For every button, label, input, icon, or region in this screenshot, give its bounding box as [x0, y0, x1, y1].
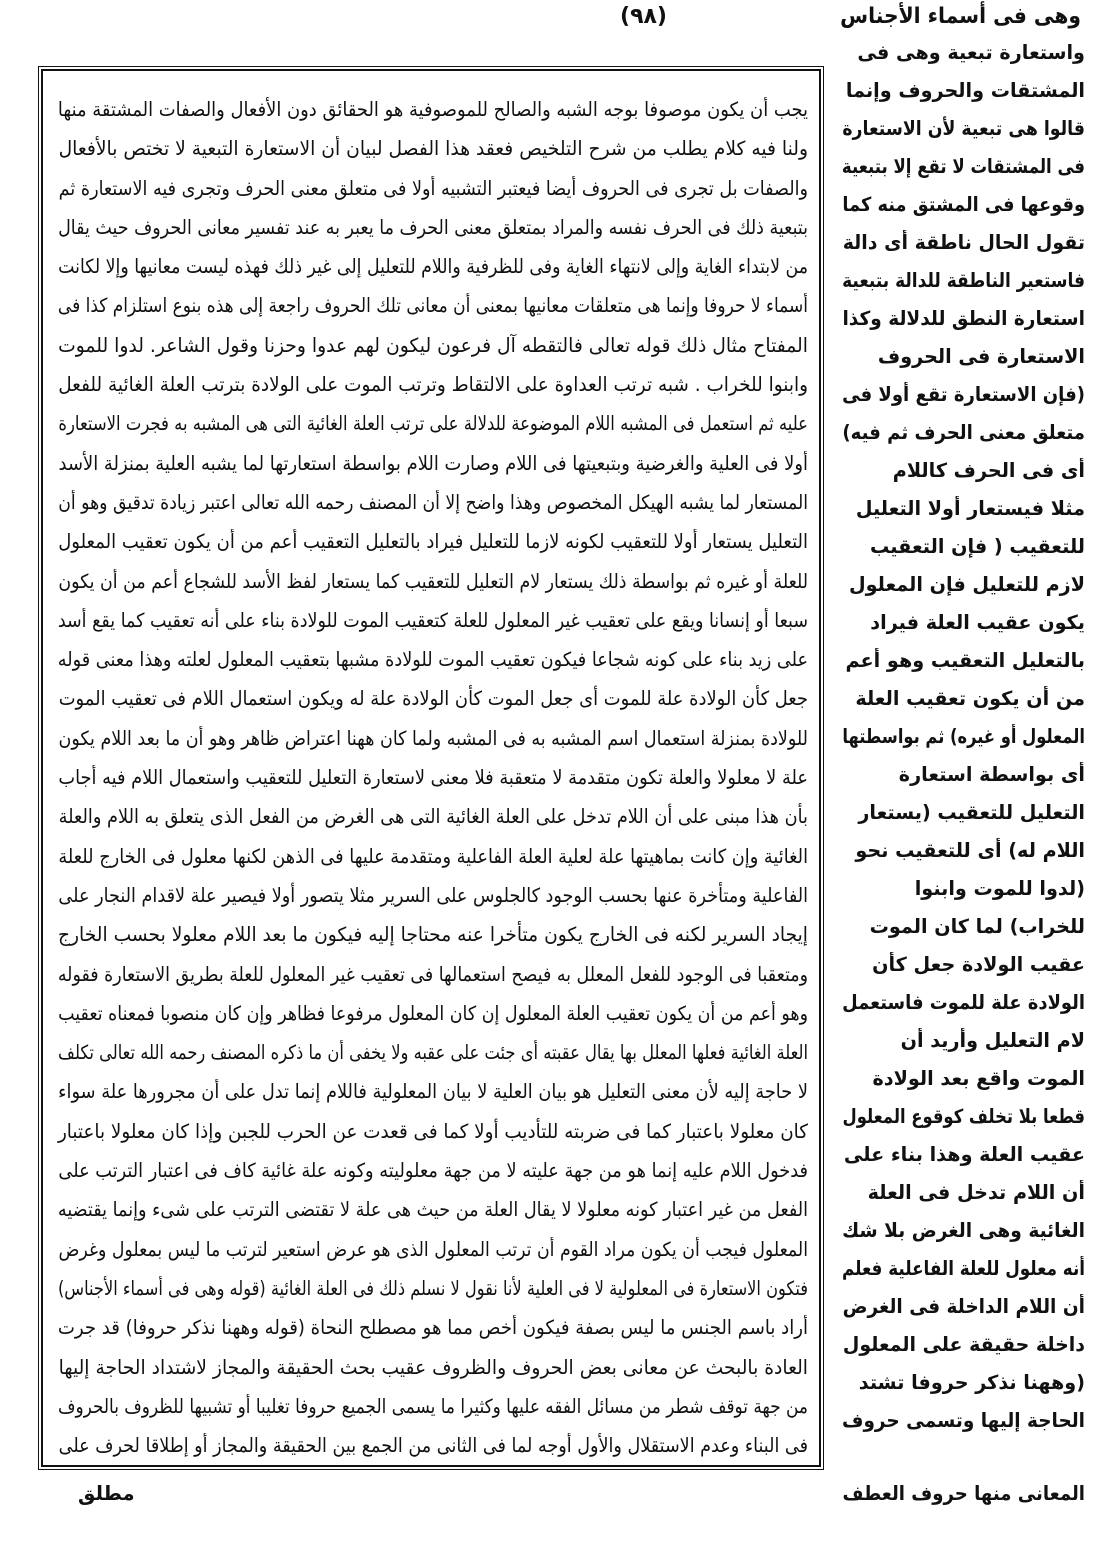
- commentary-line: المفتاح مثال ذلك قوله تعالى فالتقطه آل فرعون ليكون لهم عدوا وحزنا وقول الشاعر. لدوا للموت: [58, 333, 808, 357]
- main-text-line: عقيب العلة وهذا بناء على: [843, 1143, 1085, 1166]
- main-text-line: التعليل للتعقيب (يستعار: [858, 801, 1085, 824]
- commentary-line: بأن هذا مبنى على أن اللام تدخل على العلة الغائية التى هى الغرض من الفعل الذى يتعلق به اللام والعلة: [58, 805, 808, 829]
- main-text-column: [838, 34, 1085, 1440]
- commentary-line: العلة الغائية فعلها المعلل بها يقال عقبته أى جئت على عقبه ولا يخفى أن ما ذكره المصنف رحمه الله تعالى تكلف: [58, 1041, 809, 1065]
- commentary-line: كان معلولا باعتبار كما فى ضربته للتأديب أولا كما فى قعدت عن الحرب للجبن وإذا كان معلولا باعتبار: [57, 1119, 809, 1143]
- main-text-line: المعلول أو غيره) ثم بواسطتها: [842, 725, 1085, 748]
- main-text-line: قالوا هى تبعية لأن الاستعارة: [842, 117, 1085, 140]
- main-text-line: لام التعليل وأريد أن: [900, 1029, 1085, 1052]
- commentary-line: للعلة أو غيره ثم بواسطة ذلك يستعار لام التعليل للتعقيب كما يستعار لفظ الأسد للشجاع أعم من أن يكون: [58, 569, 808, 593]
- commentary-frame: [38, 66, 824, 1470]
- commentary-line: الغائية وإن كانت بماهيتها علة لعلية العلة الفاعلية ومتقدمة عليها فى الذهن لكنها معلول فى الخارج للعلة: [58, 844, 808, 868]
- main-text-line: وقوعها فى المشتق منه كما: [842, 193, 1085, 216]
- commentary-line: من جهة توقف شطر من مسائل الفقه عليها وكثيرا ما يسمى الجميع حروفا تغليبا أو تشبيها للظروف بالحروف: [57, 1394, 809, 1418]
- main-text-line: واستعارة تبعية وهى فى: [857, 41, 1085, 64]
- commentary-line: العادة بالبحث عن معانى بعض الحروف والظروف عقيب بحث الحقيقة والمجاز لاشتداد الحاجة إليها: [58, 1355, 808, 1379]
- commentary-line: وابنوا للخراب . شبه ترتب العداوة على الالتقاط وترتب الموت على الولادة بترتب العلة الغائية للفعل: [58, 373, 808, 397]
- main-text-line: فاستعير الناطقة للدالة بتبعية: [842, 269, 1085, 292]
- main-text-line: المشتقات والحروف وإنما: [845, 79, 1085, 102]
- main-text-line: (وههنا نذكر حروفا تشتد: [858, 1371, 1085, 1394]
- main-text-line: الاستعارة فى الحروف: [877, 345, 1085, 368]
- main-text-line: بالتعليل التعقيب وهو أعم: [845, 649, 1085, 672]
- main-text-line: أنه معلول للعلة الفاعلية فعلم: [841, 1257, 1085, 1280]
- main-text-line: الموت واقع بعد الولادة: [872, 1067, 1085, 1090]
- main-text-line: من أن يكون تعقيب العلة: [855, 687, 1085, 710]
- commentary-line: التعليل يستعار أولا للتعقيب لكونه لازما للتعليل فيراد بالتعليل التعقيب أعم من أن يكون تعقيب المعلول: [58, 530, 808, 554]
- commentary-line: إيجاد السرير لكنه فى الخارج يكون متأخرا عنه محتاجا إليه فيكون ما بعد اللام معلولا بحسب الخارج: [57, 923, 809, 947]
- commentary-line: عليه ثم استعمل فى المشبه اللام الموضوعة للدلالة على ترتب العلة الغائية التى هى المشبه به فجرت الاستعارة: [58, 412, 809, 436]
- commentary-line: سبعا أو إنسانا ويقع على تعقيب غير المعلول للعلة كتعقيب الموت للولادة بناء على أنه تعقيب كما يقع أسد: [57, 608, 808, 632]
- main-text-line: الولادة علة للموت فاستعمل: [842, 991, 1085, 1014]
- main-text-line: (لدوا للموت وابنوا: [914, 877, 1085, 900]
- commentary-line: الفاعلية ومتأخرة عنها بحسب الوجود كالجلوس على السرير مثلا يتصور أولا فيصير علة لاقدام النجار على: [58, 883, 809, 907]
- main-text-line: الحاجة إليها وتسمى حروف: [842, 1409, 1085, 1432]
- main-text-line: داخلة حقيقة على المعلول: [842, 1333, 1085, 1356]
- main-text-line: أى فى الحرف كاللام: [892, 459, 1085, 482]
- commentary-line: الفعل من غير اعتبار كونه معلولا لا يقال العلة من حيث هى علة لا تقتضى الترتب على شىء وإنما يقتضيه: [57, 1198, 809, 1222]
- commentary-line: أراد باسم الجنس ما ليس بصفة فيكون أخص مما هو مصطلح النحاة (قوله وههنا نذكر حروفا) قد جرت: [57, 1316, 809, 1340]
- commentary-line: ولنا فيه كلام يطلب من شرح التلخيص فعقد هذا الفصل لبيان أن الاستعارة التبعية لا تختص بالأفعال: [58, 137, 808, 161]
- catchword: مطلق: [78, 1482, 135, 1505]
- commentary-line: فدخول اللام عليه إنما هو من جهة عليته لا من جهة معلوليته وكونه علة غائية كاف فى اعتبار الترتب على: [58, 1159, 808, 1183]
- commentary-line: من لابتداء الغاية وإلى لانتهاء الغاية وفى للظرفية واللام للتعليل إلى غير ذلك فهذه ليست معانيها وإلا لكانت: [58, 255, 808, 279]
- commentary-line: فتكون الاستعارة فى المعلولية لا فى العلية لأنا نقول لا نسلم ذلك فى العلة الغائية (قوله وهى فى أسماء الأجناس): [57, 1276, 809, 1300]
- main-text-line: لازم للتعليل فإن المعلول: [848, 573, 1085, 596]
- main-text-line: تقول الحال ناطقة أى دالة: [842, 231, 1085, 254]
- commentary-line: أولا فى العلية والغرضية وبتبعيتها فى اللام وصارت اللام بواسطة استعارتها لما يشبه العلية بمنزلة الأسد: [58, 451, 808, 475]
- commentary-line: لا حاجة إليه لأن معنى التعليل هو بيان العلية لا بيان المعلولية فاللام إنما تدل على أن مجرورها علة سواء: [58, 1080, 809, 1104]
- main-text-line: للخراب) لما كان الموت: [869, 915, 1085, 938]
- commentary-line: المستعار لما يشبه الهيكل المخصوص وهذا واضح إلا أن المصنف رحمه الله تعالى اعتبر زيادة تدقيق وهو أن: [58, 490, 808, 514]
- main-text-line: اللام له) أى للتعقيب نحو: [855, 839, 1085, 862]
- running-title: وهى فى أسماء الأجناس: [840, 4, 1081, 29]
- main-text-line: أن اللام الداخلة فى الغرض: [842, 1295, 1085, 1318]
- main-text-line: يكون عقيب العلة فيراد: [870, 611, 1085, 634]
- page-number: (٩٨): [620, 4, 667, 29]
- main-text-line: مثلا فيستعار أولا التعليل: [855, 497, 1085, 520]
- main-text-line: متعلق معنى الحرف ثم فيه): [842, 421, 1085, 444]
- commentary-line: جعل كأن الولادة علة للموت أى جعل الموت كأن الولادة علة له ويكون استعمال اللام فى تعقيب الموت: [58, 687, 808, 711]
- main-text-line: للتعقيب ( فإن التعقيب: [869, 535, 1085, 558]
- commentary-line: على زيد بناء على كونه شجاعا فيكون تعقيب الموت للولادة مشبها بتعقيب المعلول لعلته وهذا معنى قوله: [57, 648, 808, 672]
- main-text-line: أن اللام تدخل فى العلة: [867, 1181, 1085, 1204]
- commentary-line: أسماء لا حروفا وإنما هى متعلقات معانيها بمعنى أن معانى تلك الحروف راجعة إلى هذه بنوع استلزام كذا فى: [57, 294, 809, 318]
- commentary-line: بتبعية ذلك فى الحرف نفسه والمراد بمتعلق معنى الحرف ما يعبر به عند تفسير معانى الحروف حيث يقال: [58, 215, 808, 239]
- main-text-line: (فإن الاستعارة تقع أولا فى: [842, 383, 1085, 406]
- commentary-line: المعلول فيجب أن يكون مراد القوم أن ترتب المعلول الذى هو عرض استعير لترتب ما ليس بمعلول وغرض: [58, 1237, 809, 1261]
- main-text-line: أى بواسطة استعارة: [898, 763, 1085, 786]
- commentary-line: للولادة بمنزلة استعمال اسم المشبه به فى المشبه ولما كان ههنا اعتراض ظاهر وهو أن ما بعد اللام يكون: [58, 726, 809, 750]
- main-text-line: عقيب الولادة جعل كأن: [872, 953, 1085, 976]
- commentary-line: ومتعقبا فى الوجود للفعل المعلل به فيصح استعمالها فى تعقيب غير المعلول للعلة بطريق الاستعارة فقوله: [57, 962, 808, 986]
- main-text-line: قطعا بلا تخلف كوقوع المعلول: [842, 1105, 1085, 1128]
- commentary-line: والصفات بل تجرى فى الحروف أيضا فيعتبر التشبيه أولا فى متعلق معنى الحرف وتجرى فيه الاستعارة ثم: [58, 176, 808, 200]
- main-text-line: فى المشتقات لا تقع إلا بتبعية: [841, 155, 1085, 178]
- commentary-line: فى البناء وعدم الاستقلال والأول أوجه لما فى الثانى من الجمع بين الحقيقة والمجاز أو إطلاقا لحرف على: [58, 1434, 808, 1458]
- commentary-line: علة لا معلولا والعلة تكون متقدمة لا متعقبة فلا معنى لاستعارة التعليل للتعقيب واستعمال اللام فيه أجاب: [58, 766, 809, 790]
- main-text-last-line: المعانى منها حروف العطف: [842, 1482, 1085, 1505]
- commentary-text: [54, 90, 808, 1465]
- main-text-line: استعارة النطق للدلالة وكذا: [842, 307, 1085, 330]
- commentary-line: يجب أن يكون موصوفا بوجه الشبه والصالح للموصوفية هو الحقائق دون الأفعال والصفات المشتقة منها: [57, 98, 808, 121]
- commentary-line: وهو أعم من أن يكون تعقيب العلة المعلول إن كان المعلول مرفوعا فظاهر وإن كان منصوبا فمعناه تعقيب: [58, 1001, 808, 1025]
- main-text-line: الغائية وهى الغرض بلا شك: [842, 1219, 1085, 1242]
